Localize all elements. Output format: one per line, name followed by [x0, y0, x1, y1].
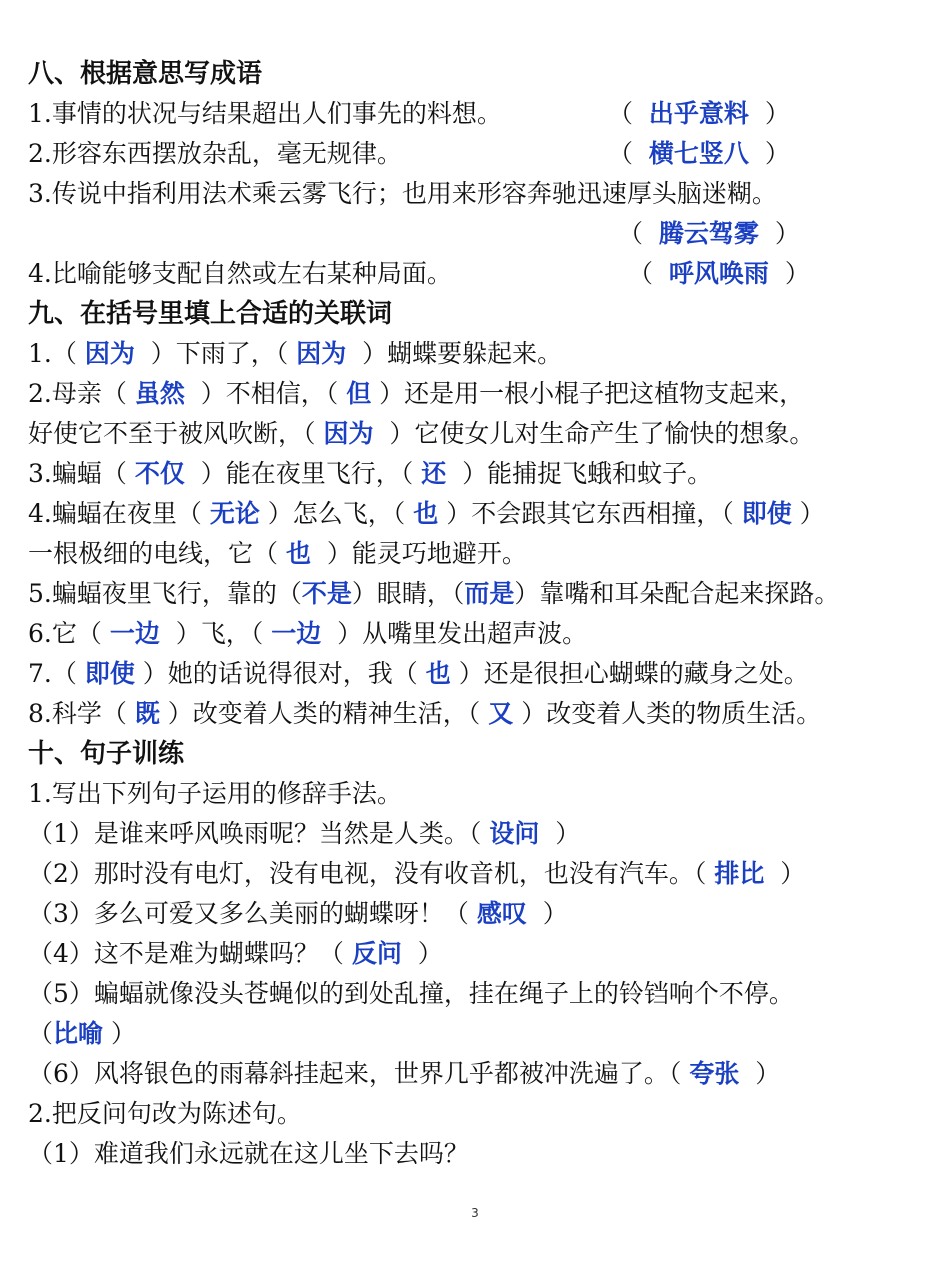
text: ）改变着人类的精神生活，（	[167, 699, 481, 728]
text: ）眼睛，（	[351, 579, 465, 608]
text: （4）这不是难为蝴蝶吗？（	[28, 939, 344, 968]
text: 8.科学（	[28, 699, 127, 728]
q2-answer-box: （ 横七竖八 ）	[608, 139, 790, 168]
text: ）下雨了，（	[150, 339, 289, 368]
sec10-sentence-5	[28, 974, 936, 1014]
text: ）能捕捉飞蛾和蚊子。	[462, 459, 713, 488]
text: （3）多么可爱又多么美丽的蝴蝶呀！（	[28, 899, 469, 928]
section-10-title: 十、句子训练	[28, 739, 185, 769]
text: ）	[542, 899, 568, 928]
text: ）还是用一根小棍子把这植物支起来，	[379, 379, 805, 408]
answer: 排比	[714, 859, 765, 888]
answer: 一边	[109, 619, 160, 648]
q3-answer-box: （ 腾云驾雾 ）	[618, 219, 800, 248]
answer: 因为	[296, 339, 347, 368]
text: ）蝴蝶要躲起来。	[362, 339, 563, 368]
answer: 一边	[271, 619, 322, 648]
text: （2）那时没有电灯，没有电视，没有收音机，也没有汽车。（	[28, 859, 707, 888]
sec8-q3-answer-line	[28, 214, 936, 254]
text: ）改变着人类的物质生活。	[521, 699, 822, 728]
text: 1.（	[28, 339, 77, 368]
answer: 反问	[351, 939, 402, 968]
answer: 感叹	[476, 899, 527, 928]
text: （	[28, 1019, 54, 1048]
text: ）不会跟其它东西相撞，（	[446, 499, 734, 528]
answer: 既	[134, 699, 160, 728]
text: （6）风将银色的雨幕斜挂起来，世界几乎都被冲洗遍了。（	[28, 1059, 682, 1088]
sec9-line-2	[28, 374, 936, 414]
answer: 比喻	[53, 1019, 104, 1048]
text: ）从嘴里发出超声波。	[337, 619, 588, 648]
sec10-rhetorical-1: （1）难道我们永远就在这儿坐下去吗？	[28, 1139, 469, 1168]
answer: 也	[425, 659, 451, 688]
text: ）它使女儿对生命产生了愉快的想象。	[389, 419, 815, 448]
answer: 因为	[323, 419, 374, 448]
sec8-q3	[28, 174, 936, 214]
answer: 但	[346, 379, 372, 408]
text: ）靠嘴和耳朵配合起来探路。	[514, 579, 840, 608]
sec9-line-5	[28, 494, 936, 534]
sec10-sentence-1	[28, 814, 936, 854]
text: （1）是谁来呼风唤雨呢？当然是人类。（	[28, 819, 482, 848]
sec8-q2	[28, 134, 936, 174]
sec10-sentence-5-answer	[28, 1014, 936, 1054]
answer: 夸张	[689, 1059, 740, 1088]
answer: 而是	[464, 579, 515, 608]
sec10-part-1: 1.写出下列句子运用的修辞手法。	[28, 779, 402, 808]
q4-text: 4.比喻能够支配自然或左右某种局面。	[28, 259, 452, 288]
text: 3.蝙蝠（	[28, 459, 127, 488]
answer: 即使	[84, 659, 135, 688]
sec10-part-2: 2.把反问句改为陈述句。	[28, 1099, 302, 1128]
sec9-line-8	[28, 614, 936, 654]
text: （5）蝙蝠就像没头苍蝇似的到处乱撞，挂在绳子上的铃铛响个不停。	[28, 979, 794, 1008]
answer: 虽然	[134, 379, 185, 408]
sec9-line-9	[28, 654, 936, 694]
text: 2.母亲（	[28, 379, 127, 408]
text: ）	[555, 819, 581, 848]
text: ）还是很担心蝴蝶的藏身之处。	[458, 659, 809, 688]
answer: 还	[421, 459, 447, 488]
q2-text: 2.形容东西摆放杂乱，毫无规律。	[28, 139, 402, 168]
q3-answer: 腾云驾雾	[658, 219, 759, 248]
answer: 又	[488, 699, 514, 728]
text: 好使它不至于被风吹断，（	[28, 419, 316, 448]
text: ）能在夜里飞行，（	[200, 459, 414, 488]
sec10-sentence-6	[28, 1054, 936, 1094]
answer: 不仅	[134, 459, 185, 488]
text: ）她的话说得很对，我（	[142, 659, 418, 688]
answer: 也	[413, 499, 439, 528]
text: ）	[780, 859, 806, 888]
text: ）	[799, 499, 825, 528]
text: ）能灵巧地避开。	[326, 539, 527, 568]
text: ）怎么飞，（	[267, 499, 406, 528]
text: 7.（	[28, 659, 77, 688]
sec9-line-4	[28, 454, 936, 494]
sec10-sentence-3	[28, 894, 936, 934]
text: ）	[110, 1019, 136, 1048]
text: ）飞，（	[175, 619, 264, 648]
text: 4.蝙蝠在夜里（	[28, 499, 202, 528]
sec9-line-1	[28, 334, 936, 374]
sec8-q4	[28, 254, 936, 294]
text: 6.它（	[28, 619, 102, 648]
q1-answer: 出乎意料	[648, 99, 749, 128]
answer: 因为	[84, 339, 135, 368]
sec8-q1	[28, 94, 936, 134]
text: 5.蝙蝠夜里飞行，靠的（	[28, 579, 302, 608]
text: ）	[755, 1059, 781, 1088]
q3-text: 3.传说中指利用法术乘云雾飞行；也用来形容奔驰迅速厚头脑迷糊。	[28, 179, 777, 208]
sec9-line-7	[28, 574, 936, 614]
sec10-sentence-4	[28, 934, 936, 974]
answer: 即使	[741, 499, 792, 528]
sec10-sentence-2	[28, 854, 936, 894]
sec9-line-6	[28, 534, 936, 574]
q2-answer: 横七竖八	[648, 139, 749, 168]
section-8-title: 八、根据意思写成语	[28, 59, 263, 89]
section-9-title: 九、在括号里填上合适的关联词	[28, 299, 393, 329]
q4-answer-box: （ 呼风唤雨 ）	[628, 259, 810, 288]
answer: 也	[285, 539, 311, 568]
page-number: 3	[471, 1206, 479, 1220]
answer: 无论	[209, 499, 260, 528]
q4-answer: 呼风唤雨	[668, 259, 769, 288]
q1-text: 1.事情的状况与结果超出人们事先的料想。	[28, 99, 502, 128]
answer: 不是	[301, 579, 352, 608]
sec9-line-10	[28, 694, 936, 734]
text: ）不相信，（	[200, 379, 339, 408]
answer: 设问	[489, 819, 540, 848]
sec9-line-3	[28, 414, 936, 454]
text: 一根极细的电线，它（	[28, 539, 279, 568]
text: ）	[417, 939, 443, 968]
q1-answer-box: （ 出乎意料 ）	[608, 99, 790, 128]
